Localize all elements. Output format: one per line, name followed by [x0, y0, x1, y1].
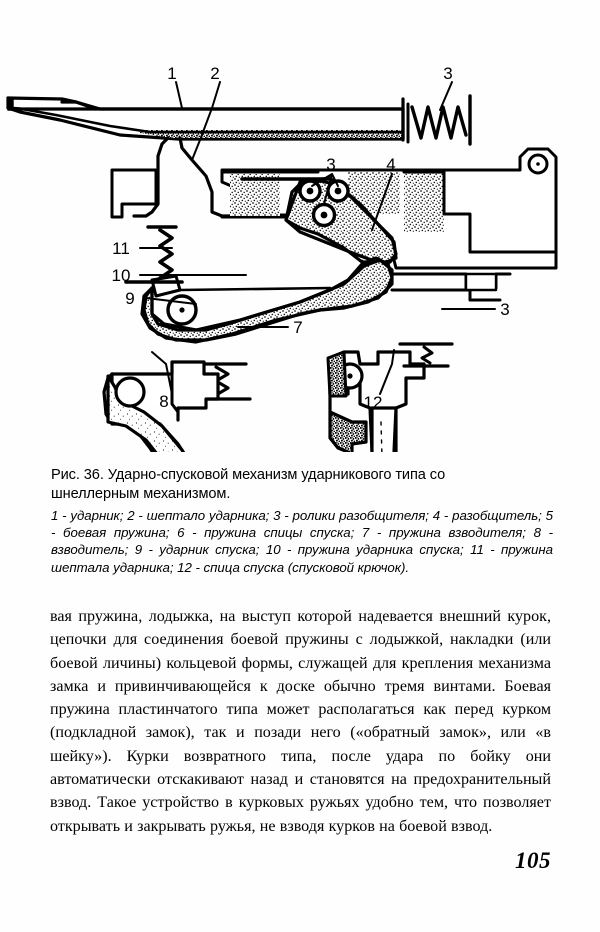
callout-3-top: 3 [443, 64, 453, 83]
callout-1: 1 [167, 64, 177, 83]
striker-assembly [8, 98, 403, 140]
caption-legend: 1 - ударник; 2 - шептало ударника; 3 - ролики разобщителя; 4 - разобщитель; 5 - боевая пружина; 6 - пружина спицы спуска; 7 - пружина взводителя; 8 - взводитель; 9 - ударник спуска; 10 - пружина ударника спуска; 11 - пружина шептала ударника; 12 - спица спуска (спусковой крючок). [51, 508, 553, 575]
callout-11: 11 [112, 239, 130, 258]
callout-7: 7 [293, 318, 303, 337]
callout-2: 2 [210, 64, 220, 83]
figure-caption [51, 466, 553, 576]
trigger-sear-lever [142, 258, 510, 342]
callout-10: 10 [111, 266, 131, 285]
body-paragraph: вая пружина, лодыжка, на выступ которой надевается внешний курок, цепочки для соединения боевой пружины с лодыжкой, накладки (или боевой личины) кольцевой формы, служащей для крепления механизма замка и привинчивающейся к доске обычно тремя винтами. Боевая пружина пластинчатого типа может располагаться как перед курком (подкладной замок), так и позади него («обратный замок», или «в шейку»). Курки возвратного типа, после удара по бойку они автоматически отскакивают назад и становятся на предохранительный взвод. Такое устройство в курковых ружьях удобно тем, что позволяет открывать и закрывать ружья, не взводя курков на боевой взвод. [50, 608, 551, 835]
callout-4: 4 [386, 155, 396, 174]
body-text [50, 605, 551, 838]
figure-36-drawing [0, 52, 600, 452]
page-number: 105 [515, 848, 551, 873]
callout-9: 9 [125, 289, 135, 308]
callout-12: 12 [363, 393, 383, 412]
caption-title-line-2: шнеллерным механизмом. [51, 486, 231, 502]
callout-3-rollers: 3 [326, 155, 336, 174]
callout-8: 8 [159, 392, 169, 411]
caption-title-line-1: Рис. 36. Ударно-спусковой механизм ударникового типа со [51, 467, 446, 483]
striker-sear-spring [126, 227, 182, 282]
callout-3-right: 3 [500, 300, 510, 319]
figure-36 [0, 52, 600, 452]
striker-return-spring [408, 96, 470, 144]
